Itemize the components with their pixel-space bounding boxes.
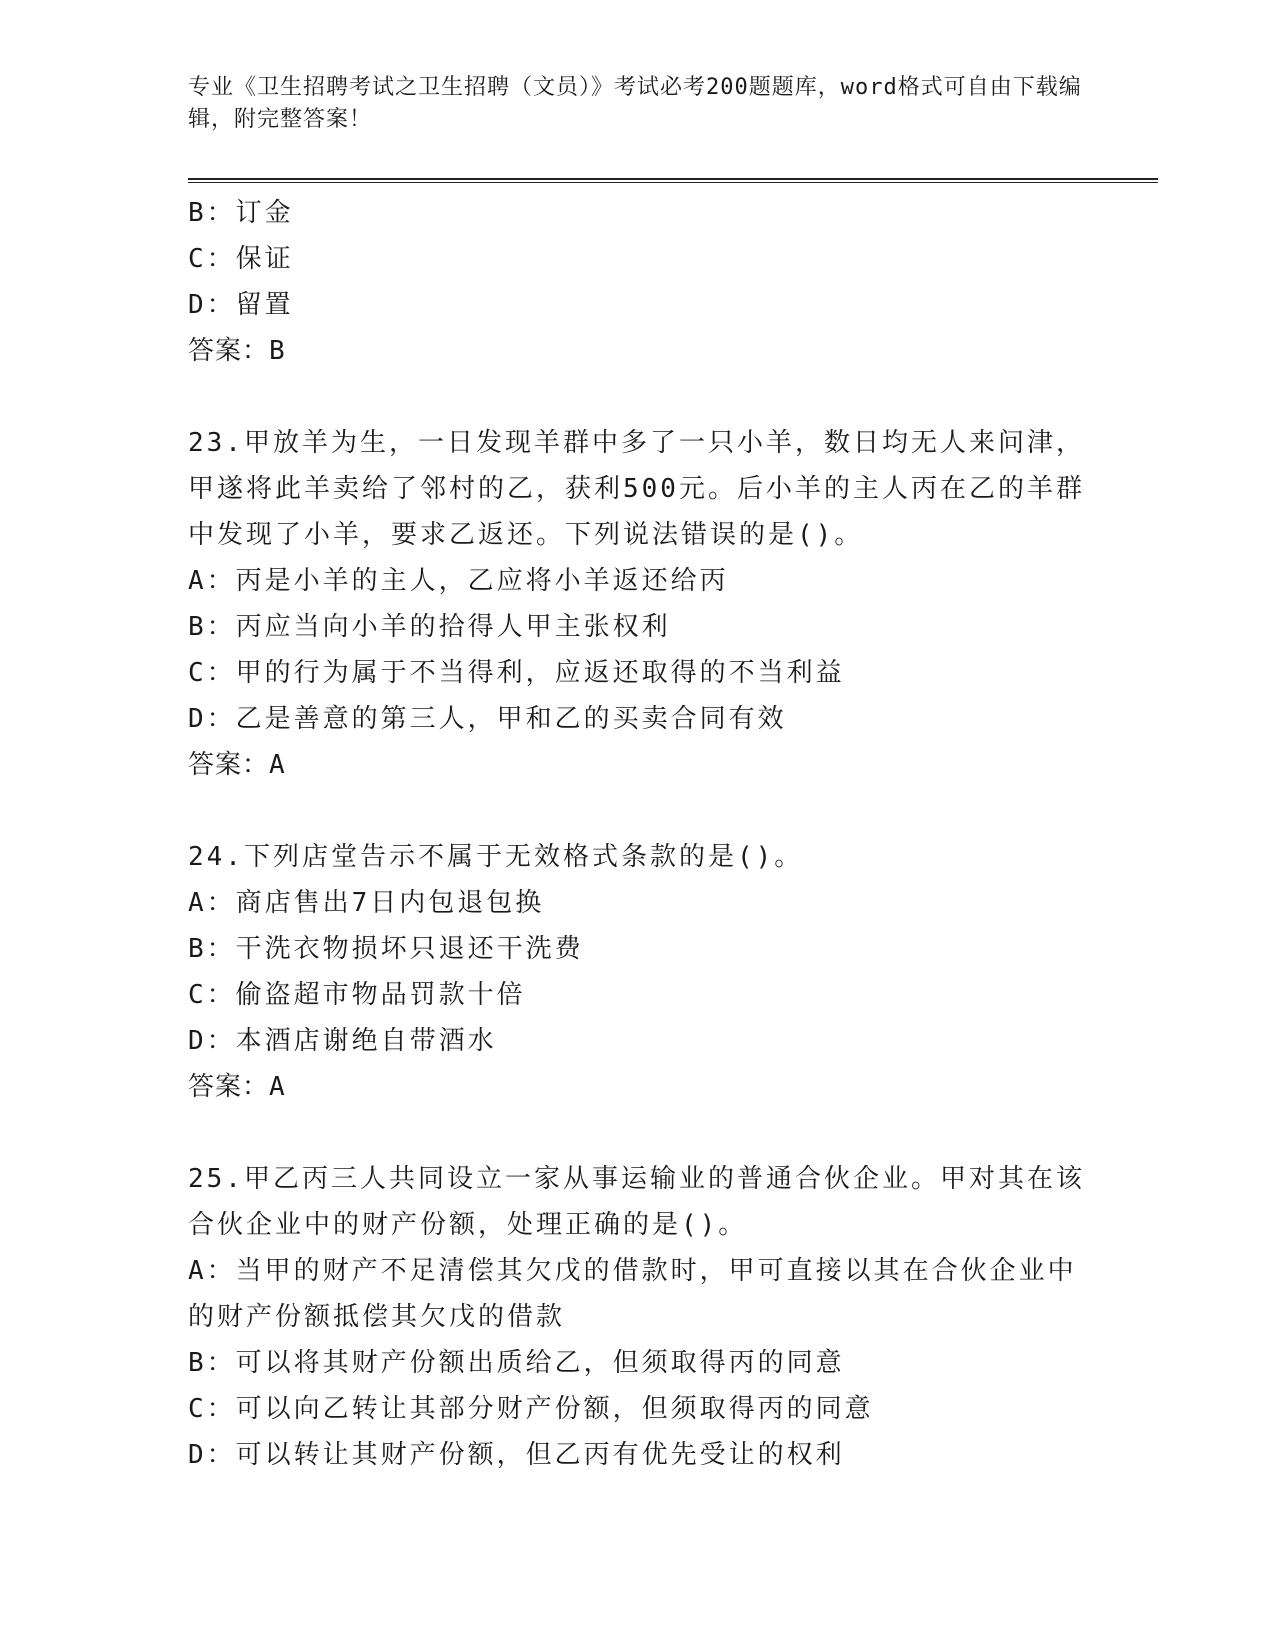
option-a: A：丙是小羊的主人，乙应将小羊返还给丙 <box>188 566 729 596</box>
question-stem: 25.甲乙丙三人共同设立一家从事运输业的普通合伙企业。甲对其在该合伙企业中的财产份额，处理正确的是()。 <box>188 1164 1085 1240</box>
spacer <box>188 788 1088 834</box>
answer-line: 答案：B <box>188 336 286 366</box>
option-a: A：当甲的财产不足清偿其欠戊的借款时，甲可直接以其在合伙企业中的财产份额抵偿其欠戊的借款 <box>188 1256 1077 1332</box>
spacer <box>188 374 1088 420</box>
answer-line: 答案：A <box>188 750 286 780</box>
option-c: C：甲的行为属于不当得利，应返还取得的不当利益 <box>188 658 845 688</box>
option-c: C：偷盗超市物品罚款十倍 <box>188 980 526 1010</box>
option-d: D：乙是善意的第三人，甲和乙的买卖合同有效 <box>188 704 787 734</box>
question-content <box>188 190 1088 1478</box>
option-d: D：可以转让其财产份额，但乙丙有优先受让的权利 <box>188 1440 845 1470</box>
question-stem: 24.下列店堂告示不属于无效格式条款的是()。 <box>188 842 804 872</box>
option-b: B：干洗衣物损坏只退还干洗费 <box>188 934 584 964</box>
option-b: B：订金 <box>188 198 294 228</box>
option-b: B：丙应当向小羊的拾得人甲主张权利 <box>188 612 671 642</box>
document-header: 专业《卫生招聘考试之卫生招聘（文员）》考试必考200题题库，word格式可自由下载编辑，附完整答案！ <box>188 75 1082 132</box>
header-divider <box>188 178 1158 183</box>
spacer <box>188 1110 1088 1156</box>
option-a: A：商店售出7日内包退包换 <box>188 888 545 918</box>
question-stem: 23.甲放羊为生，一日发现羊群中多了一只小羊，数日均无人来问津，甲遂将此羊卖给了邻村的乙，获利500元。后小羊的主人丙在乙的羊群中发现了小羊，要求乙返还。下列说法错误的是()。 <box>188 428 1085 550</box>
option-d: D：留置 <box>188 290 294 320</box>
question-23 <box>188 420 1088 788</box>
question-25 <box>188 1156 1088 1478</box>
option-c: C：保证 <box>188 244 294 274</box>
answer-line: 答案：A <box>188 1072 286 1102</box>
option-d: D：本酒店谢绝自带酒水 <box>188 1026 497 1056</box>
option-b: B：可以将其财产份额出质给乙，但须取得丙的同意 <box>188 1348 845 1378</box>
option-c: C：可以向乙转让其部分财产份额，但须取得丙的同意 <box>188 1394 874 1424</box>
question-24 <box>188 834 1088 1110</box>
previous-question-options <box>188 190 1088 374</box>
